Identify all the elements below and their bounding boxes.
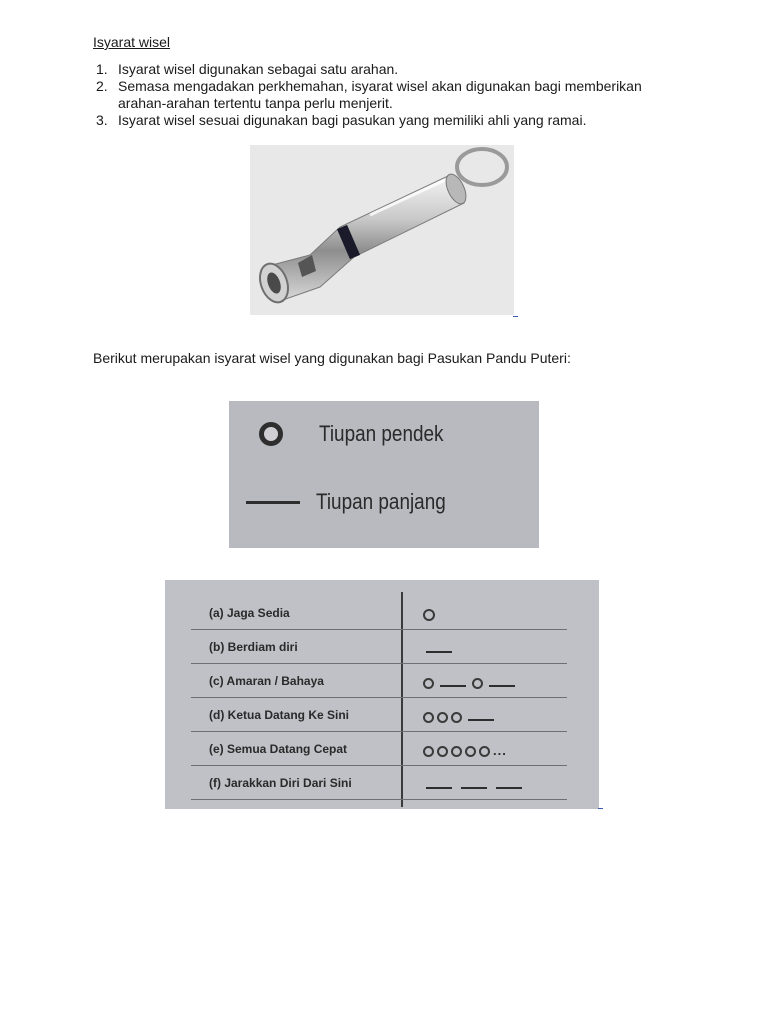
- table-row: [191, 664, 567, 698]
- continuous-dots: ...: [493, 742, 507, 758]
- short-blast-icon: [423, 746, 434, 757]
- short-blast-icon: [423, 609, 435, 621]
- item-number: 3.: [96, 112, 108, 128]
- short-blast-icon: [451, 712, 462, 723]
- short-blast-icon: [437, 712, 448, 723]
- short-blast-icon: [451, 746, 462, 757]
- signal-label: (f) Jarakkan Diri Dari Sini: [209, 776, 352, 790]
- table-row: [191, 732, 567, 766]
- long-blast-icon: [426, 651, 452, 653]
- long-blast-icon: [468, 719, 494, 721]
- row-divider: [191, 799, 567, 800]
- long-blast-icon: [496, 787, 522, 789]
- short-blast-icon: [423, 712, 434, 723]
- signal-label: (c) Amaran / Bahaya: [209, 674, 324, 688]
- short-blast-icon: [479, 746, 490, 757]
- whistle-icon: [250, 145, 514, 315]
- list-item: [96, 61, 656, 78]
- legend-short-row: [229, 421, 464, 447]
- intro-text: Berikut merupakan isyarat wisel yang digunakan bagi Pasukan Pandu Puteri:: [93, 350, 571, 366]
- item-number: 2.: [96, 78, 108, 94]
- signal-pattern: [423, 642, 458, 656]
- section-heading: Isyarat wisel: [93, 34, 171, 50]
- list-item: [96, 78, 656, 112]
- item-text: Semasa mengadakan perkhemahan, isyarat wisel akan digunakan bagi memberikan arahan-arahan tertentu tanpa perlu menjerit.: [118, 78, 642, 111]
- item-text: Isyarat wisel sesuai digunakan bagi pasukan yang memiliki ahli yang ramai.: [118, 112, 587, 128]
- points-list: [96, 61, 656, 129]
- short-blast-icon: [472, 678, 483, 689]
- table-row: [191, 698, 567, 732]
- list-item: [96, 112, 656, 129]
- link-anchor[interactable]: [513, 316, 518, 317]
- signal-table: [165, 580, 599, 809]
- signal-pattern: [423, 778, 528, 792]
- item-number: 1.: [96, 61, 108, 77]
- table-row: [191, 766, 567, 800]
- link-anchor[interactable]: [598, 808, 603, 809]
- signal-label: (a) Jaga Sedia: [209, 606, 290, 620]
- whistle-photo: [250, 145, 514, 315]
- short-blast-icon: [259, 422, 283, 446]
- signal-label: (b) Berdiam diri: [209, 640, 298, 654]
- table-row: [191, 596, 567, 630]
- item-text: Isyarat wisel digunakan sebagai satu arahan.: [118, 61, 399, 77]
- signal-label: (d) Ketua Datang Ke Sini: [209, 708, 350, 722]
- signal-pattern: [423, 676, 521, 690]
- signal-pattern: [423, 608, 438, 622]
- long-blast-icon: [246, 501, 300, 504]
- legend-short-label: Tiupan pendek: [319, 421, 444, 446]
- legend-long-label: Tiupan panjang: [316, 489, 446, 514]
- short-blast-icon: [437, 746, 448, 757]
- short-blast-icon: [423, 678, 434, 689]
- short-blast-icon: [465, 746, 476, 757]
- long-blast-icon: [489, 685, 515, 687]
- signal-label: (e) Semua Datang Cepat: [209, 742, 348, 756]
- long-blast-icon: [440, 685, 466, 687]
- signal-legend: [229, 401, 539, 548]
- signal-pattern: [423, 744, 507, 758]
- signal-pattern: [423, 710, 500, 724]
- long-blast-icon: [426, 787, 452, 789]
- table-row: [191, 630, 567, 664]
- legend-long-row: [229, 489, 467, 515]
- long-blast-icon: [461, 787, 487, 789]
